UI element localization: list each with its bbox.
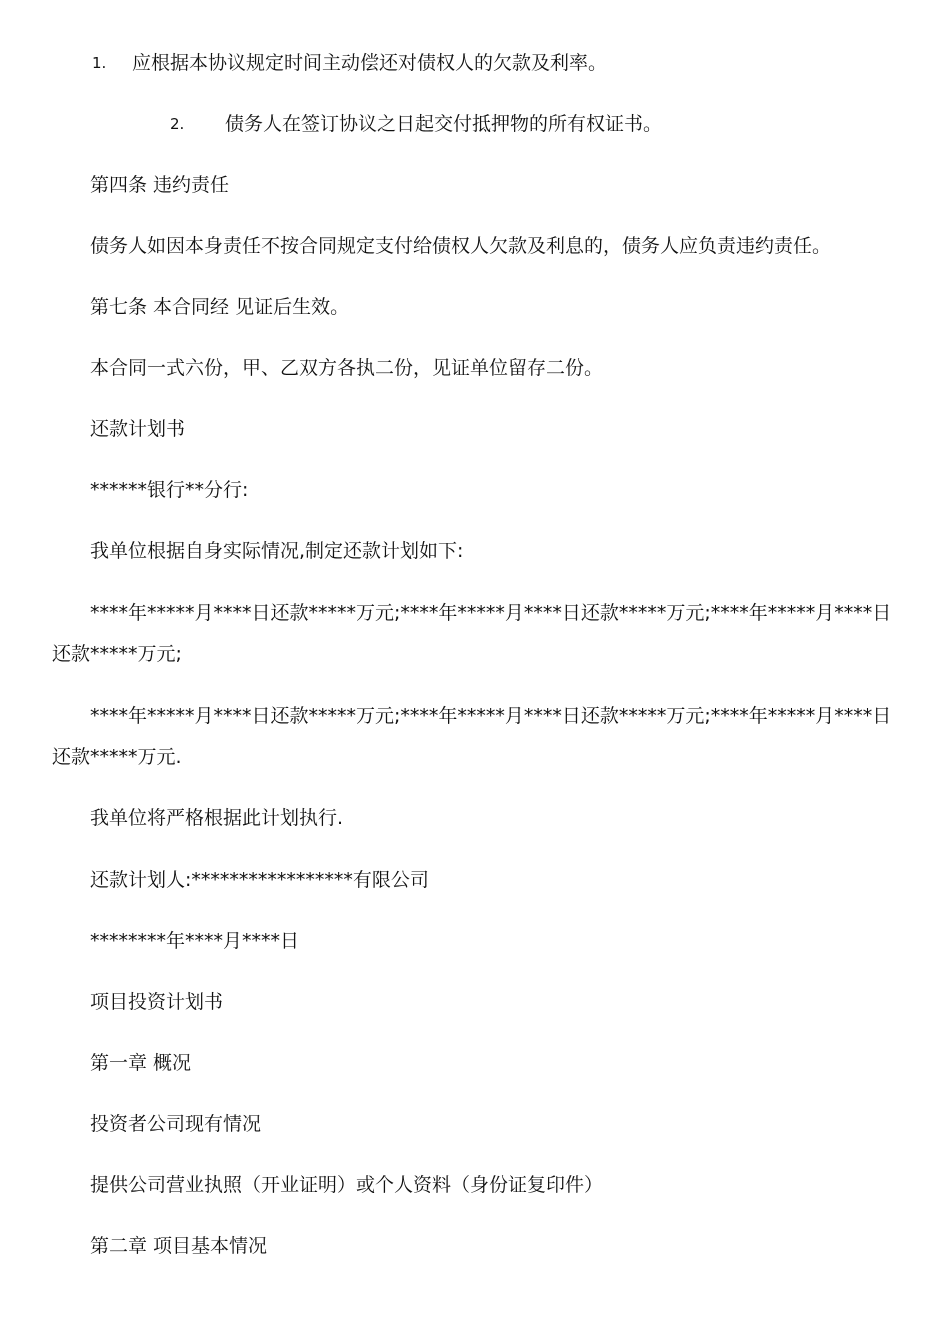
chapter-1-heading: 第一章 概况 [90, 1052, 192, 1074]
article-4-body: 债务人如因本身责任不按合同规定支付给债权人欠款及利息的，债务人应负责违约责任。 [90, 235, 832, 257]
repayment-signer: 还款计划人:*****************有限公司 [90, 869, 429, 891]
investment-plan-title: 项目投资计划书 [90, 991, 224, 1013]
list-number-2: 2. [170, 115, 185, 133]
repayment-commitment: 我单位将严格根据此计划执行. [90, 807, 344, 829]
repayment-schedule-2: ****年*****月****日还款*****万元;****年*****月****日还款*****万元;****年*****月****日还款*****万元. [52, 705, 892, 768]
repayment-plan-intro: 我单位根据自身实际情况,制定还款计划如下: [90, 540, 464, 562]
repayment-plan-title: 还款计划书 [90, 418, 186, 440]
chapter-2-heading: 第二章 项目基本情况 [90, 1235, 268, 1257]
repayment-plan-addressee: ******银行**分行: [90, 479, 249, 501]
repayment-schedule-1: ****年*****月****日还款*****万元;****年*****月****日还款*****万元;****年*****月****日还款*****万元; [52, 602, 892, 665]
list-number-1: 1. [92, 54, 107, 72]
required-documents: 提供公司营业执照（开业证明）或个人资料（身份证复印件） [90, 1174, 604, 1196]
investor-status: 投资者公司现有情况 [90, 1113, 262, 1135]
article-7-heading: 第七条 本合同经 见证后生效。 [90, 296, 350, 318]
article-7-body: 本合同一式六份，甲、乙双方各执二份，见证单位留存二份。 [90, 357, 604, 379]
list-item-2: 债务人在签订协议之日起交付抵押物的所有权证书。 [225, 113, 663, 135]
repayment-date: ********年****月****日 [90, 930, 300, 952]
article-4-heading: 第四条 违约责任 [90, 174, 230, 196]
list-item-1: 应根据本协议规定时间主动偿还对债权人的欠款及利率。 [132, 52, 608, 74]
